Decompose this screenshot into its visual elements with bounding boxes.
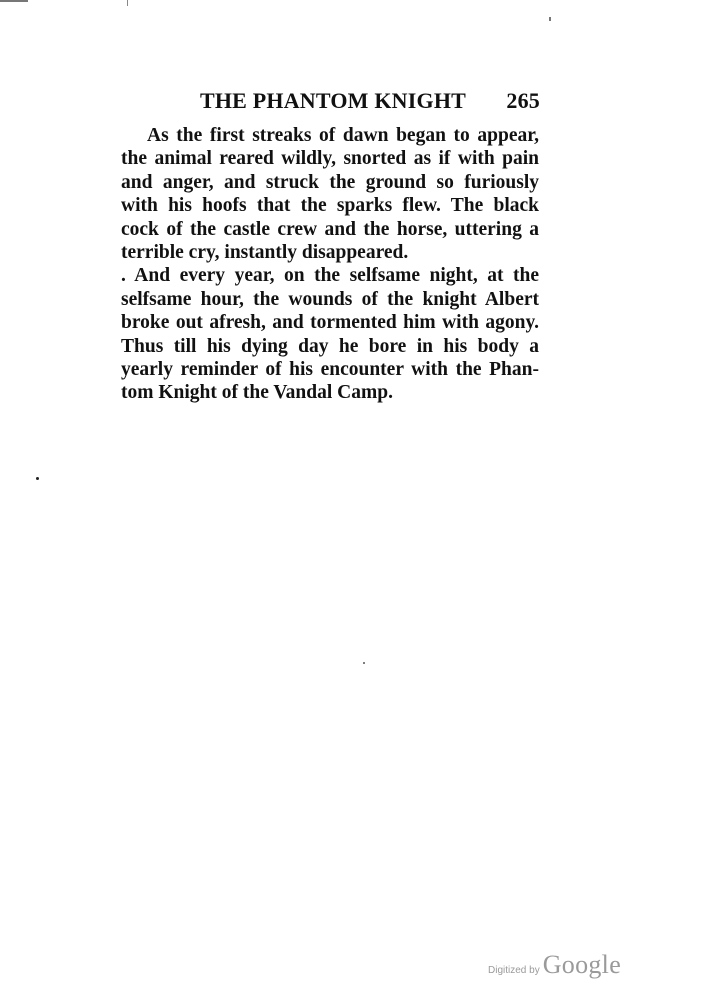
text-line: the animal reared wildly, snorted as if with pain [121, 148, 539, 170]
watermark-prefix: Digitized by [488, 965, 540, 976]
text-line: selfsame hour, the wounds of the knight Albert [121, 288, 539, 310]
text-line: terrible cry, instantly disappeared. [121, 241, 409, 263]
running-head [200, 88, 540, 116]
text-line: tom Knight of the Vandal Camp. [121, 382, 393, 404]
text-line: and anger, and struck the ground so furiously [121, 171, 539, 193]
scan-mark [0, 0, 28, 2]
text-line: with his hoofs that the sparks flew. The black [121, 195, 539, 217]
text-line: cock of the castle crew and the horse, uttering a [121, 218, 539, 240]
page-number: 265 [506, 88, 540, 113]
scan-mark [127, 0, 128, 6]
text-line: Thus till his dying day he bore in his body a [121, 335, 539, 357]
body-text [121, 124, 539, 405]
text-line: yearly reminder of his encounter with the Phan- [121, 358, 539, 380]
text-line: broke out afresh, and tormented him with agony. [121, 312, 539, 334]
scan-speck [363, 662, 365, 664]
digitization-watermark [488, 950, 648, 980]
scan-speck [36, 477, 39, 480]
running-title: THE PHANTOM KNIGHT [200, 88, 466, 113]
text-line: As the first streaks of dawn began to appear, [147, 125, 539, 146]
scan-mark [549, 17, 551, 21]
text-line: . And every year, on the selfsame night, at the [121, 265, 539, 287]
google-logo: Google [542, 950, 622, 979]
